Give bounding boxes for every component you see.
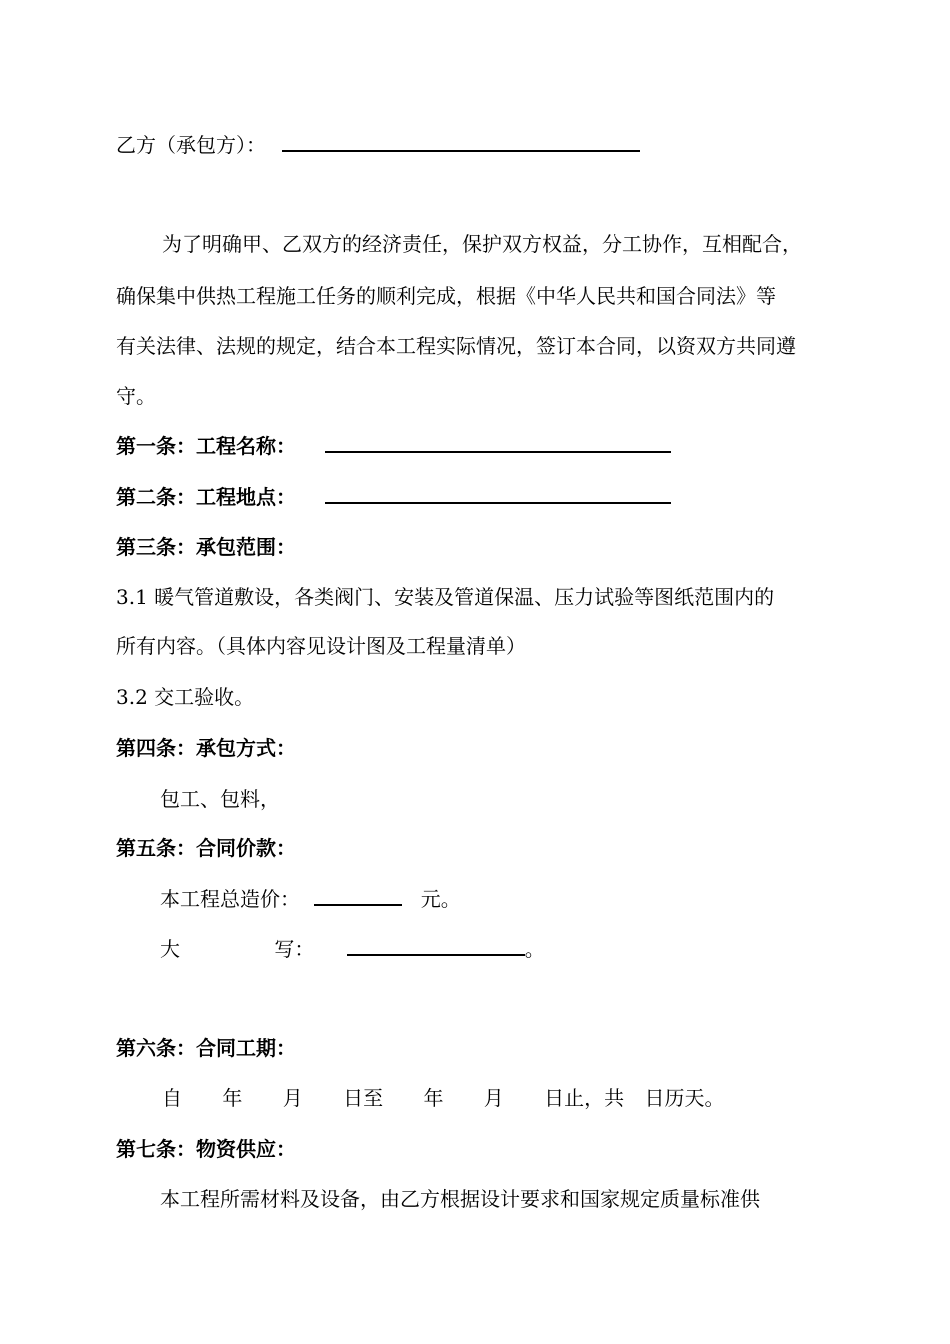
article-7-heading: 第七条：物资供应： xyxy=(116,1137,296,1161)
intro-line-4: 守。 xyxy=(116,384,156,408)
capital-label-part-2: 写： xyxy=(274,937,315,961)
period-year-2: 年 xyxy=(423,1086,444,1110)
article-3-item-2: 3.2 交工验收。 xyxy=(116,685,255,709)
intro-line-1 xyxy=(162,232,836,256)
party-b-row xyxy=(116,132,640,157)
article-7-text: 本工程所需材料及设备，由乙方根据设计要求和国家规定质量标准供 xyxy=(160,1187,760,1211)
total-price-unit: 元。 xyxy=(420,887,461,911)
period-day-end-total: 日止，共 xyxy=(544,1086,625,1110)
intro-line-1-text: 为了明确甲、乙双方的经济责任，保护双方权益，分工协作，互相配合， xyxy=(162,232,802,256)
article-2-row xyxy=(116,484,671,509)
period-day-to: 日至 xyxy=(343,1086,384,1110)
total-price-label: 本工程总造价： xyxy=(160,887,300,911)
period-row xyxy=(162,1086,725,1110)
article-1-heading: 第一条：工程名称： xyxy=(116,434,296,458)
period-year-1: 年 xyxy=(222,1086,243,1110)
total-price-row xyxy=(160,886,461,911)
capital-amount-blank xyxy=(347,936,525,956)
intro-line-3: 有关法律、法规的规定，结合本工程实际情况，签订本合同，以资双方共同遵 xyxy=(116,334,796,358)
article-3-heading: 第三条：承包范围： xyxy=(116,535,296,559)
period-from: 自 xyxy=(162,1086,182,1110)
capital-amount-row xyxy=(160,936,545,961)
capital-label-part-1: 大 xyxy=(160,937,180,961)
article-3-item-1-line-2: 所有内容。（具体内容见设计图及工程量清单） xyxy=(116,634,526,658)
total-price-blank xyxy=(314,886,402,906)
article-2-heading: 第二条：工程地点： xyxy=(116,485,296,509)
period-month-2: 月 xyxy=(483,1086,504,1110)
article-6-heading: 第六条：合同工期： xyxy=(116,1036,296,1060)
article-4-text: 包工、包料， xyxy=(160,787,280,811)
article-1-row xyxy=(116,433,671,458)
intro-line-2: 确保集中供热工程施工任务的顺利完成，根据《中华人民共和国合同法》等 xyxy=(116,284,776,308)
article-3-item-1-line-1: 3.1 暖气管道敷设，各类阀门、安装及管道保温、压力试验等图纸范围内的 xyxy=(116,585,775,609)
project-location-blank xyxy=(325,484,671,504)
party-b-label: 乙方（承包方）： xyxy=(116,133,266,157)
party-b-blank xyxy=(282,132,640,152)
period-calendar-days: 日历天。 xyxy=(644,1086,725,1110)
project-name-blank xyxy=(325,433,671,453)
period-month-1: 月 xyxy=(282,1086,303,1110)
capital-amount-end: 。 xyxy=(524,937,545,961)
article-5-heading: 第五条：合同价款： xyxy=(116,836,296,860)
article-4-heading: 第四条：承包方式： xyxy=(116,736,296,760)
